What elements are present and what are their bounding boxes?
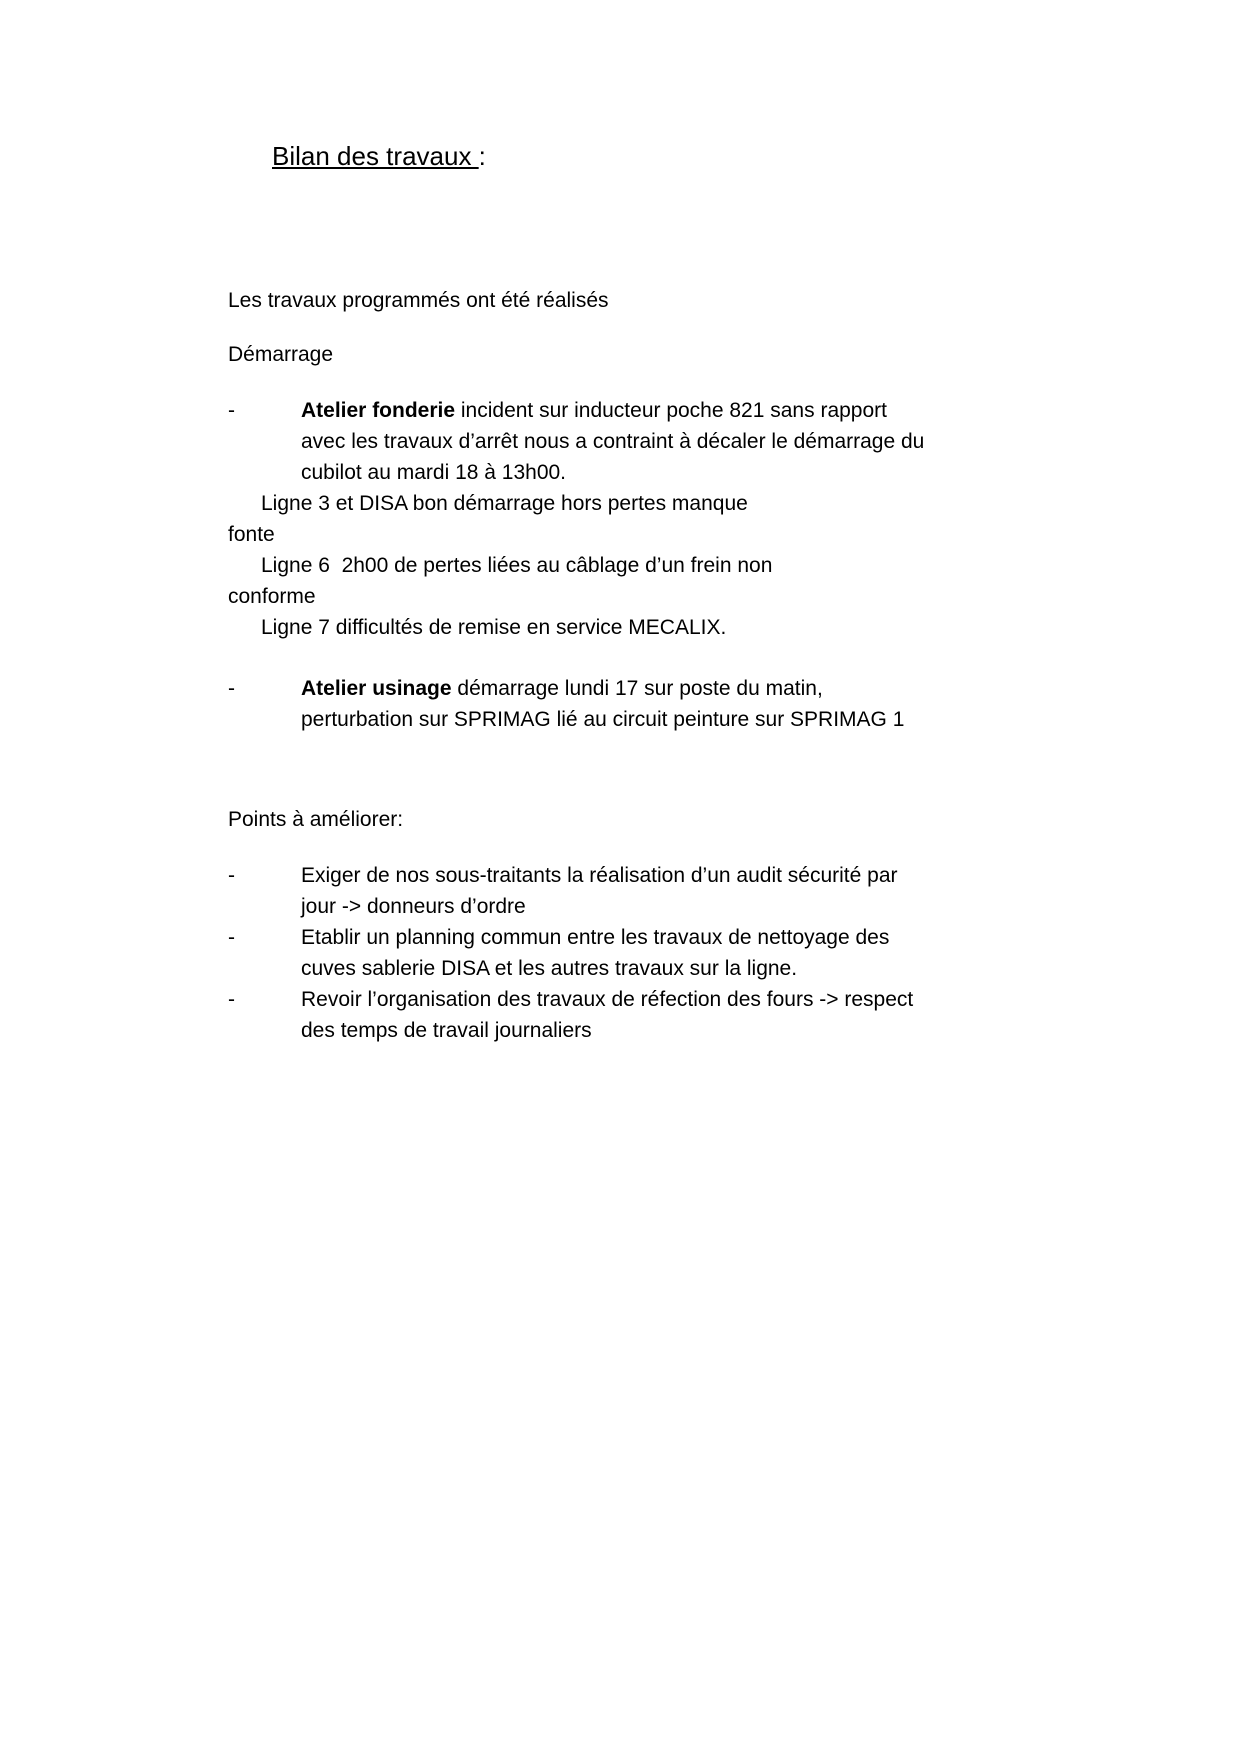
spacer [228, 316, 928, 340]
list-marker: - [228, 988, 235, 1012]
list-item-text [301, 673, 928, 735]
list-item-rest: incident sur inducteur poche 821 sans rapport avec les travaux d’arrêt nous a contraint à décaler le démarrage du cubilot au mardi 18 à 13h00. [301, 398, 925, 484]
section-heading-demarrage: Démarrage [228, 343, 334, 367]
spacer [228, 643, 928, 673]
list-marker: - [228, 398, 235, 422]
section-heading-points: Points à améliorer: [228, 808, 404, 832]
intro-paragraph: Les travaux programmés ont été réalisés [228, 288, 609, 312]
list-item-text: Revoir l’organisation des travaux de réfection des fours -> respect des temps de travail journaliers [301, 988, 914, 1043]
list-item-rest: démarrage lundi 17 sur poste du matin, perturbation sur SPRIMAG lié au circuit peinture sur SPRIMAG 1 [301, 677, 905, 732]
list-marker: - [228, 677, 235, 701]
sub-line: Ligne 3 et DISA bon démarrage hors pertes manque [261, 491, 748, 515]
list-item-emphasis: Atelier fonderie [301, 398, 456, 422]
page-title-colon: : [478, 141, 486, 171]
list-item [228, 922, 928, 984]
spacer [228, 371, 928, 395]
page-title [272, 140, 928, 174]
list-marker: - [228, 863, 235, 887]
list-item-emphasis: Atelier usinage [301, 677, 452, 701]
spacer [228, 735, 928, 805]
sub-line: Ligne 7 difficultés de remise en service MECALIX. [261, 616, 727, 640]
spacer [228, 836, 928, 860]
page-title-text: Bilan des travaux [272, 141, 479, 171]
list-item [228, 395, 928, 488]
list-marker: - [228, 926, 235, 950]
list-item-text: Etablir un planning commun entre les travaux de nettoyage des cuves sablerie DISA et les autres travaux sur la ligne. [301, 926, 890, 981]
list-item [228, 860, 928, 922]
sub-line: fonte [228, 522, 275, 546]
document-body [228, 140, 928, 1046]
list-item [228, 673, 928, 735]
list-item-text [301, 395, 928, 488]
sub-line: Ligne 6 2h00 de pertes liées au câblage d’un frein non [261, 554, 773, 578]
list-item [228, 984, 928, 1046]
spacer [228, 174, 928, 286]
improvement-list [228, 860, 928, 1046]
sub-line: conforme [228, 585, 316, 609]
list-item-text: Exiger de nos sous-traitants la réalisation d’un audit sécurité par jour -> donneurs d’ordre [301, 863, 898, 918]
